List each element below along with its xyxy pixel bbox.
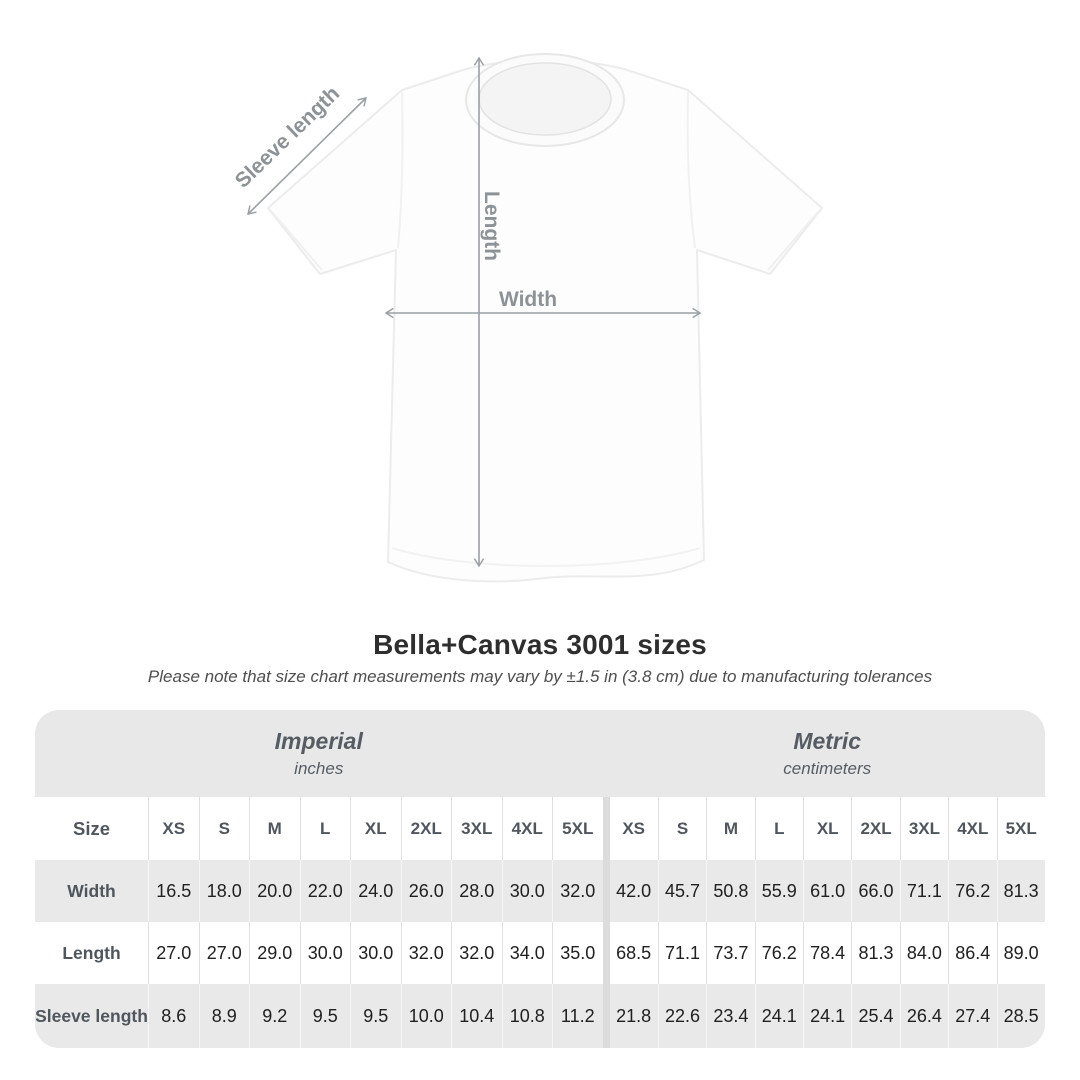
value-cell-imperial: 9.5 bbox=[350, 984, 401, 1048]
value-cell-metric: 81.3 bbox=[997, 860, 1045, 922]
value-cell-metric: 81.3 bbox=[851, 922, 899, 984]
value-cell-imperial: 32.0 bbox=[552, 860, 603, 922]
value-cell-imperial: 24.0 bbox=[350, 860, 401, 922]
page-title: Bella+Canvas 3001 sizes bbox=[373, 629, 707, 660]
value-cell-metric: 25.4 bbox=[851, 984, 899, 1048]
value-cell-imperial: 27.0 bbox=[148, 922, 199, 984]
size-col-header-metric: 5XL bbox=[997, 797, 1045, 860]
size-col-header-metric: XL bbox=[803, 797, 851, 860]
value-cell-metric: 84.0 bbox=[900, 922, 948, 984]
value-cell-metric: 89.0 bbox=[997, 922, 1045, 984]
size-col-header-metric: 4XL bbox=[948, 797, 996, 860]
size-col-header-imperial: 3XL bbox=[451, 797, 502, 860]
value-cell-imperial: 10.0 bbox=[401, 984, 452, 1048]
value-cell-metric: 76.2 bbox=[948, 860, 996, 922]
value-cell-metric: 22.6 bbox=[658, 984, 706, 1048]
value-cell-imperial: 8.9 bbox=[199, 984, 250, 1048]
value-cell-metric: 73.7 bbox=[706, 922, 754, 984]
value-cell-metric: 66.0 bbox=[851, 860, 899, 922]
length-label: Length bbox=[480, 191, 503, 261]
size-col-header-metric: L bbox=[755, 797, 803, 860]
size-corner-label: Size bbox=[35, 797, 148, 860]
value-cell-imperial: 32.0 bbox=[401, 922, 452, 984]
value-cell-metric: 24.1 bbox=[803, 984, 851, 1048]
size-col-header-metric: 2XL bbox=[851, 797, 899, 860]
table-divider bbox=[603, 922, 610, 984]
value-cell-imperial: 28.0 bbox=[451, 860, 502, 922]
value-cell-metric: 86.4 bbox=[948, 922, 996, 984]
unit-group-imperial-unit: inches bbox=[294, 759, 344, 778]
value-cell-imperial: 30.0 bbox=[300, 922, 351, 984]
table-divider bbox=[603, 797, 610, 860]
value-cell-metric: 26.4 bbox=[900, 984, 948, 1048]
size-col-header-imperial: S bbox=[199, 797, 250, 860]
value-cell-imperial: 20.0 bbox=[249, 860, 300, 922]
value-cell-imperial: 30.0 bbox=[502, 860, 553, 922]
value-cell-imperial: 32.0 bbox=[451, 922, 502, 984]
value-cell-metric: 76.2 bbox=[755, 922, 803, 984]
value-cell-metric: 78.4 bbox=[803, 922, 851, 984]
value-cell-metric: 68.5 bbox=[610, 922, 658, 984]
measurement-row-label: Sleeve length bbox=[35, 984, 148, 1048]
value-cell-imperial: 22.0 bbox=[300, 860, 351, 922]
value-cell-metric: 71.1 bbox=[658, 922, 706, 984]
size-col-header-imperial: L bbox=[300, 797, 351, 860]
value-cell-imperial: 9.5 bbox=[300, 984, 351, 1048]
value-cell-imperial: 29.0 bbox=[249, 922, 300, 984]
table-band-divider bbox=[603, 710, 610, 797]
unit-group-metric-unit: centimeters bbox=[783, 759, 872, 778]
value-cell-metric: 21.8 bbox=[610, 984, 658, 1048]
size-col-header-metric: XS bbox=[610, 797, 658, 860]
value-cell-metric: 23.4 bbox=[706, 984, 754, 1048]
value-cell-imperial: 10.8 bbox=[502, 984, 553, 1048]
size-col-header-imperial: XL bbox=[350, 797, 401, 860]
size-col-header-imperial: M bbox=[249, 797, 300, 860]
size-col-header-imperial: 4XL bbox=[502, 797, 553, 860]
unit-group-metric bbox=[610, 710, 1045, 797]
value-cell-metric: 42.0 bbox=[610, 860, 658, 922]
value-cell-imperial: 18.0 bbox=[199, 860, 250, 922]
value-cell-imperial: 27.0 bbox=[199, 922, 250, 984]
value-cell-imperial: 10.4 bbox=[451, 984, 502, 1048]
tolerance-note: Please note that size chart measurements may vary by ±1.5 in (3.8 cm) due to manufacturing tolerances bbox=[147, 667, 933, 686]
measurement-row-label: Length bbox=[35, 922, 148, 984]
measurement-row-label: Width bbox=[35, 860, 148, 922]
size-col-header-metric: 3XL bbox=[900, 797, 948, 860]
value-cell-metric: 55.9 bbox=[755, 860, 803, 922]
value-cell-metric: 71.1 bbox=[900, 860, 948, 922]
unit-group-metric-name: Metric bbox=[793, 728, 862, 754]
value-cell-metric: 50.8 bbox=[706, 860, 754, 922]
table-divider bbox=[603, 984, 610, 1048]
sleeve-length-label: Sleeve length bbox=[230, 82, 345, 193]
size-col-header-imperial: 2XL bbox=[401, 797, 452, 860]
value-cell-metric: 27.4 bbox=[948, 984, 996, 1048]
value-cell-metric: 61.0 bbox=[803, 860, 851, 922]
value-cell-imperial: 35.0 bbox=[552, 922, 603, 984]
value-cell-imperial: 26.0 bbox=[401, 860, 452, 922]
table-divider bbox=[603, 860, 610, 922]
size-table bbox=[35, 710, 1045, 1048]
size-col-header-metric: M bbox=[706, 797, 754, 860]
value-cell-metric: 28.5 bbox=[997, 984, 1045, 1048]
size-col-header-imperial: XS bbox=[148, 797, 199, 860]
unit-group-imperial bbox=[35, 710, 603, 797]
value-cell-imperial: 9.2 bbox=[249, 984, 300, 1048]
value-cell-imperial: 16.5 bbox=[148, 860, 199, 922]
size-col-header-metric: S bbox=[658, 797, 706, 860]
value-cell-metric: 24.1 bbox=[755, 984, 803, 1048]
tshirt-graphic bbox=[268, 54, 822, 581]
unit-group-imperial-name: Imperial bbox=[274, 728, 363, 754]
value-cell-metric: 45.7 bbox=[658, 860, 706, 922]
width-label: Width bbox=[498, 288, 558, 311]
value-cell-imperial: 30.0 bbox=[350, 922, 401, 984]
value-cell-imperial: 8.6 bbox=[148, 984, 199, 1048]
value-cell-imperial: 34.0 bbox=[502, 922, 553, 984]
value-cell-imperial: 11.2 bbox=[552, 984, 603, 1048]
size-col-header-imperial: 5XL bbox=[552, 797, 603, 860]
